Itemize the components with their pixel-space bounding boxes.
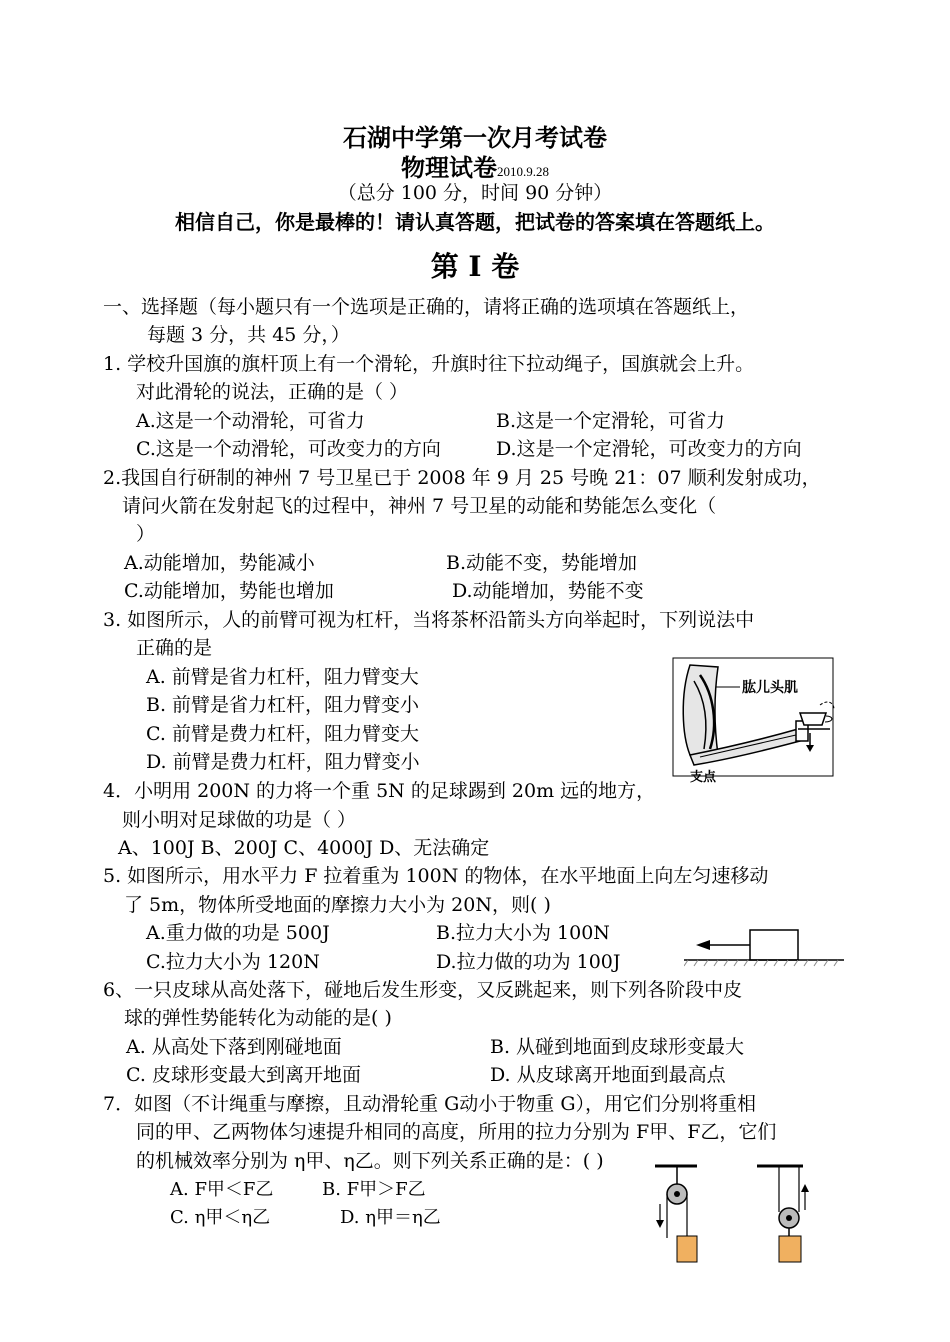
q5-option-c: C.拉力大小为 120N — [146, 951, 320, 973]
q7-option-d: D. η甲＝η乙 — [340, 1207, 441, 1228]
forearm-lever-figure — [670, 655, 840, 785]
q4-stem-line2: 则小明对足球做的功是（ ） — [122, 809, 357, 831]
q6-stem-line2: 球的弹性势能转化为动能的是( ) — [124, 1007, 392, 1029]
section-heading-line2: 每题 3 分，共 45 分，） — [147, 324, 350, 346]
q3-option-b: B. 前臂是省力杠杆，阻力臂变小 — [146, 694, 420, 716]
q5-stem-line2: 了 5m，物体所受地面的摩擦力大小为 20N，则( ) — [124, 894, 551, 916]
q7-stem-line3: 的机械效率分别为 η甲、η乙。则下列关系正确的是：( ) — [136, 1150, 604, 1172]
q5-option-d: D.拉力做的功为 100J — [436, 951, 621, 973]
q3-option-a: A. 前臂是省力杠杆，阻力臂变大 — [146, 666, 419, 688]
q6-option-c: C. 皮球形变最大到离开地面 — [126, 1064, 361, 1086]
q4-options: A、100J B、200J C、4000J D、无法确定 — [118, 837, 490, 859]
q4-stem-line1: 4．小明用 200N 的力将一个重 5N 的足球踢到 20m 远的地方， — [103, 780, 656, 802]
exam-motto: 相信自己，你是最棒的！请认真答题，把试卷的答案填在答题纸上。 — [175, 210, 775, 234]
q7-option-c: C. η甲＜η乙 — [170, 1207, 271, 1228]
q1-stem-line2: 对此滑轮的说法，正确的是（ ） — [136, 381, 409, 403]
q2-stem-line2: 请问火箭在发射起飞的过程中，神州 7 号卫星的动能和势能怎么变化（ — [122, 495, 717, 517]
q7-stem-line1: 7．如图（不计绳重与摩擦，且动滑轮重 G动小于物重 G），用它们分别将重相 — [103, 1093, 757, 1115]
pulleys-figure — [645, 1160, 815, 1270]
subject-label: 物理试卷 — [401, 153, 497, 182]
exam-date: 2010.9.28 — [497, 164, 549, 179]
q3-stem-line1: 3. 如图所示，人的前臂可视为杠杆，当将茶杯沿箭头方向举起时，下列说法中 — [103, 609, 755, 631]
q1-option-b: B.这是一个定滑轮，可省力 — [496, 410, 726, 432]
q7-option-b: B. F甲＞F乙 — [322, 1179, 426, 1200]
q6-option-d: D. 从皮球离开地面到最高点 — [490, 1064, 726, 1086]
q3-stem-line2: 正确的是 — [136, 637, 213, 659]
block-pull-figure — [684, 925, 844, 970]
q2-option-c: C.动能增加，势能也增加 — [124, 580, 334, 602]
q1-option-d: D.这是一个定滑轮，可改变力的方向 — [496, 438, 802, 460]
q1-stem-line1: 1. 学校升国旗的旗杆顶上有一个滑轮，升旗时往下拉动绳子，国旗就会上升。 — [103, 353, 755, 375]
q6-option-a: A. 从高处下落到刚碰地面 — [126, 1036, 342, 1058]
q2-stem-line1: 2.我国自行研制的神州 7 号卫星已于 2008 年 9 月 25 号晚 21：07 顺利发射成功， — [103, 467, 821, 489]
q6-option-b: B. 从碰到地面到皮球形变最大 — [490, 1036, 745, 1058]
q6-stem-line1: 6、一只皮球从高处落下，碰地后发生形变，又反跳起来，则下列各阶段中皮 — [103, 979, 743, 1001]
exam-title: 石湖中学第一次月考试卷 — [343, 123, 607, 152]
q1-option-a: A.这是一个动滑轮，可省力 — [136, 410, 365, 432]
q5-option-b: B.拉力大小为 100N — [436, 922, 610, 944]
q2-stem-line3: ） — [136, 523, 156, 545]
fig-label-muscle: 肱儿头肌 — [742, 680, 798, 696]
volume-title: 第 I 卷 — [430, 250, 520, 283]
q7-stem-line2: 同的甲、乙两物体匀速提升相同的高度，所用的拉力分别为 F甲、F乙，它们 — [136, 1121, 777, 1143]
fig-label-pivot: 支点 — [690, 770, 717, 785]
q7-option-a: A. F甲＜F乙 — [170, 1179, 274, 1200]
section-heading-line1: 一、选择题（每小题只有一个选项是正确的，请将正确的选项填在答题纸上， — [103, 296, 750, 318]
q1-option-c: C.这是一个动滑轮，可改变力的方向 — [136, 438, 441, 460]
q5-option-a: A.重力做的功是 500J — [146, 922, 330, 944]
q2-option-a: A.动能增加，势能减小 — [124, 552, 315, 574]
q3-option-d: D. 前臂是费力杠杆，阻力臂变小 — [146, 751, 420, 773]
q2-option-d: D.动能增加，势能不变 — [452, 580, 644, 602]
exam-info: （总分 100 分，时间 90 分钟） — [337, 182, 613, 204]
q2-option-b: B.动能不变，势能增加 — [446, 552, 638, 574]
q3-option-c: C. 前臂是费力杠杆，阻力臂变大 — [146, 723, 419, 745]
q5-stem-line1: 5. 如图所示，用水平力 F 拉着重为 100N 的物体，在水平地面上向左匀速移动 — [103, 865, 769, 887]
